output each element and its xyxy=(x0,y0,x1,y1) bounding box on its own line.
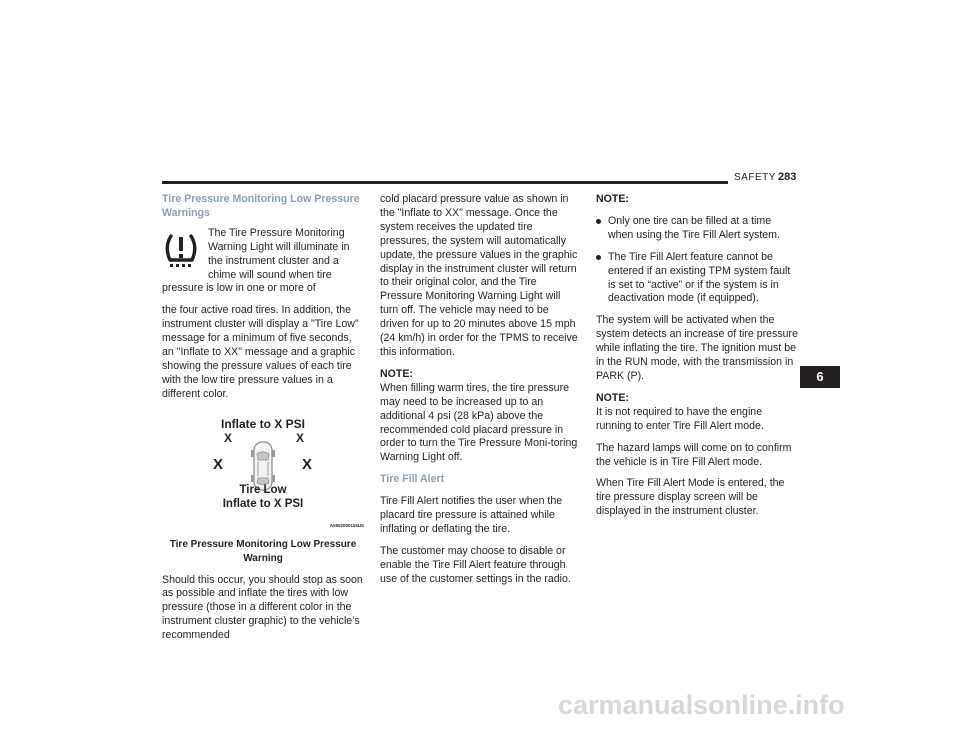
figure-rear-right-value: X xyxy=(302,455,313,473)
note-label: NOTE: xyxy=(596,193,629,205)
paragraph-system-activation: The system will be activated when the system detects an increase of tire pressure while inflating the tire. The ignition must be in the RUN mode, with the transmission in PARK (P). xyxy=(596,314,798,382)
section-heading: Tire Pressure Monitoring Low Pressure Warnings xyxy=(162,193,360,219)
figure-front-left-value: X xyxy=(224,430,233,445)
subheading-tire-fill-alert: Tire Fill Alert xyxy=(380,473,445,486)
note-text: It is not required to have the engine running to enter Tire Fill Alert mode. xyxy=(596,405,764,432)
paragraph-display-screen: When Tire Fill Alert Mode is entered, the tire pressure display screen will be displayed in the instrument cluster. xyxy=(596,477,785,518)
bullet-text: Only one tire can be filled at a time when using the Tire Fill Alert system. xyxy=(608,214,780,241)
header-rule xyxy=(162,181,728,184)
header-section-title: SAFETY xyxy=(734,172,776,183)
warning-intro-block xyxy=(162,227,364,305)
note-engine-running xyxy=(596,392,798,434)
figure-inflate-bottom-label: Inflate to X PSI xyxy=(222,497,304,510)
note-warm-tires xyxy=(380,368,580,465)
note-text: When filling warm tires, the tire pressure may need to be increased up to an additional 4 psi (28 kPa) above the recommended cold placard pressure in order to turn the Tire Pressure Moni-toring Warning Light off. xyxy=(380,381,578,464)
column-2 xyxy=(380,193,580,595)
figure-inflate-top-label: Inflate to X PSI xyxy=(220,416,305,431)
list-item xyxy=(596,251,798,307)
paragraph-tire-fill-alert: Tire Fill Alert notifies the user when the placard tire pressure is attained while inflating or deflating the tire. xyxy=(380,495,563,535)
bullet-icon xyxy=(596,219,601,224)
low-pressure-warning-figure xyxy=(162,418,364,536)
bullet-icon xyxy=(596,255,601,260)
figure-rear-left-value: X xyxy=(213,455,224,473)
warning-intro-continued: the four active road tires. In addition, the instrument cluster will display a "Tire Low" message for a minimum of five seconds, an "Inflate to XX" message and a graphic showing the pressure values of each tire with the low tire pressure values in a different color. xyxy=(162,304,359,400)
column-3 xyxy=(596,193,798,527)
warning-intro-text: The Tire Pressure Monitoring Warning Light will illuminate in the instrument cluster and a chime will sound when tire pressure is low in one or more of xyxy=(162,226,350,295)
watermark: carmanualsonline.info xyxy=(558,690,845,720)
chapter-tab: 6 xyxy=(800,366,840,388)
list-item xyxy=(596,215,798,243)
note-label: NOTE: xyxy=(596,391,629,404)
paragraph-placard-pressure: cold placard pressure value as shown in the "Inflate to XX" message. Once the system receives the updated tire pressures, the system will automatically update, the pressure values in the graphic display in the instrument cluster will return to their original color, and the Tire Pressure Monitoring Warning Light will turn off. The vehicle may need to be driven for up to 20 minutes above 15 mph (24 km/h) in order for the TPMS to receive this information. xyxy=(380,193,578,358)
note-bullet-list xyxy=(596,215,798,306)
note-label: NOTE: xyxy=(380,367,413,380)
figure-tire-low-label: Tire Low xyxy=(239,483,287,496)
paragraph-customer-settings: The customer may choose to disable or enable the Tire Fill Alert feature through use of the customer settings in the radio. xyxy=(380,544,571,585)
figure-front-right-value: X xyxy=(296,430,305,445)
figure-code: A0502000116US xyxy=(329,522,364,528)
tire-pressure-warning-icon xyxy=(162,229,200,269)
page-number: 283 xyxy=(778,171,797,183)
figure-caption: Tire Pressure Monitoring Low Pressure Warning xyxy=(169,538,357,564)
bullet-text: The Tire Fill Alert feature cannot be entered if an existing TPM system fault is set to “active” or if the system is in deactivation mode (if equipped). xyxy=(608,250,791,305)
paragraph-hazard-lamps: The hazard lamps will come on to confirm the vehicle is in Tire Fill Alert mode. xyxy=(596,441,792,468)
column-1 xyxy=(162,193,364,651)
paragraph-stop-and-inflate: Should this occur, you should stop as soon as possible and inflate the tires with low pressure (those in a different color in the instrument cluster graphic) to the vehicle’s recommended xyxy=(162,573,363,642)
